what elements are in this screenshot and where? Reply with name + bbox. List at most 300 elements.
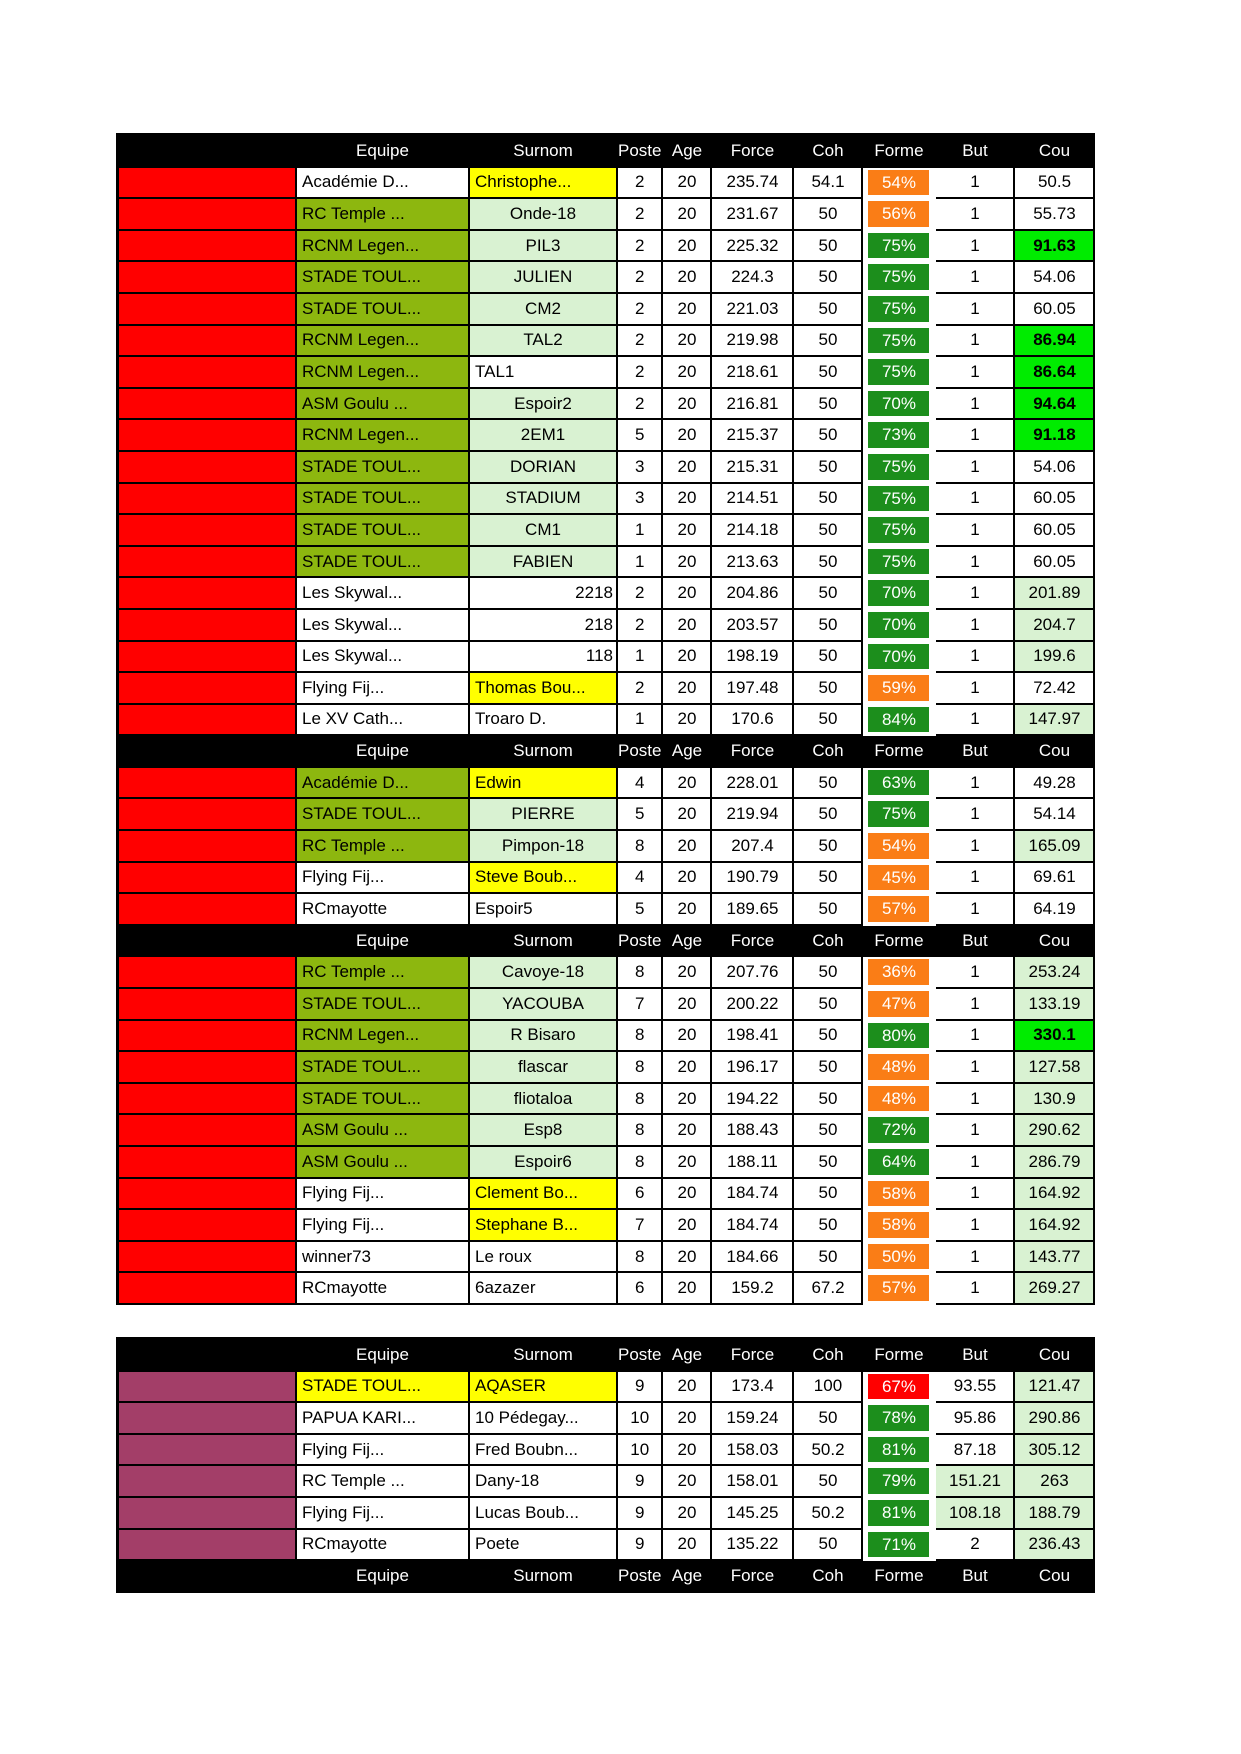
cell-poste[interactable]: 3: [618, 484, 663, 516]
cell-forme[interactable]: [863, 831, 936, 863]
cell-but[interactable]: 1: [936, 831, 1015, 863]
cell-coh[interactable]: 50: [794, 1210, 863, 1242]
cell-forme[interactable]: [863, 578, 936, 610]
cell-poste[interactable]: 1: [618, 642, 663, 674]
cell-force[interactable]: 218.61: [712, 357, 794, 389]
cell-forme[interactable]: [863, 1021, 936, 1053]
row-color-cell[interactable]: [119, 831, 297, 863]
cell-forme[interactable]: [863, 547, 936, 579]
cell-coh[interactable]: 50: [794, 484, 863, 516]
cell-forme[interactable]: [863, 168, 936, 200]
cell-coh[interactable]: 100: [794, 1372, 863, 1404]
cell-coh[interactable]: 50: [794, 1147, 863, 1179]
cell-force[interactable]: 184.66: [712, 1242, 794, 1274]
cell-surnom[interactable]: Thomas Bou...: [470, 673, 618, 705]
cell-forme[interactable]: [863, 1435, 936, 1467]
cell-coh[interactable]: 50: [794, 1530, 863, 1562]
cell-coh[interactable]: 50: [794, 957, 863, 989]
row-color-cell[interactable]: [119, 1242, 297, 1274]
cell-coh[interactable]: 50: [794, 1021, 863, 1053]
cell-cou[interactable]: 91.63: [1015, 231, 1095, 263]
cell-but[interactable]: 1: [936, 326, 1015, 358]
cell-age[interactable]: 20: [663, 389, 712, 421]
cell-surnom[interactable]: FABIEN: [470, 547, 618, 579]
cell-poste[interactable]: 2: [618, 389, 663, 421]
row-color-cell[interactable]: [119, 1435, 297, 1467]
cell-age[interactable]: 20: [663, 610, 712, 642]
cell-force[interactable]: 213.63: [712, 547, 794, 579]
cell-equipe[interactable]: ASM Goulu ...: [297, 1147, 470, 1179]
cell-forme[interactable]: [863, 1273, 936, 1305]
cell-poste[interactable]: 2: [618, 578, 663, 610]
cell-age[interactable]: 20: [663, 420, 712, 452]
cell-age[interactable]: 20: [663, 894, 712, 926]
cell-but[interactable]: 1: [936, 484, 1015, 516]
cell-but[interactable]: 2: [936, 1530, 1015, 1562]
cell-age[interactable]: 20: [663, 294, 712, 326]
cell-equipe[interactable]: winner73: [297, 1242, 470, 1274]
row-color-cell[interactable]: [119, 1273, 297, 1305]
cell-surnom[interactable]: Steve Boub...: [470, 863, 618, 895]
cell-force[interactable]: 170.6: [712, 705, 794, 737]
cell-poste[interactable]: 1: [618, 515, 663, 547]
cell-force[interactable]: 159.2: [712, 1273, 794, 1305]
cell-but[interactable]: 1: [936, 989, 1015, 1021]
cell-poste[interactable]: 6: [618, 1179, 663, 1211]
cell-cou[interactable]: 94.64: [1015, 389, 1095, 421]
cell-force[interactable]: 196.17: [712, 1052, 794, 1084]
cell-cou[interactable]: 127.58: [1015, 1052, 1095, 1084]
cell-coh[interactable]: 50: [794, 294, 863, 326]
cell-force[interactable]: 203.57: [712, 610, 794, 642]
cell-cou[interactable]: 55.73: [1015, 199, 1095, 231]
cell-poste[interactable]: 10: [618, 1435, 663, 1467]
cell-force[interactable]: 216.81: [712, 389, 794, 421]
cell-forme[interactable]: [863, 1466, 936, 1498]
cell-but[interactable]: 1: [936, 642, 1015, 674]
cell-cou[interactable]: 164.92: [1015, 1210, 1095, 1242]
cell-equipe[interactable]: RCmayotte: [297, 1273, 470, 1305]
cell-force[interactable]: 200.22: [712, 989, 794, 1021]
cell-coh[interactable]: 50: [794, 1403, 863, 1435]
cell-surnom[interactable]: Onde-18: [470, 199, 618, 231]
cell-forme[interactable]: [863, 326, 936, 358]
cell-age[interactable]: 20: [663, 484, 712, 516]
cell-equipe[interactable]: RC Temple ...: [297, 1466, 470, 1498]
cell-surnom[interactable]: 2218: [470, 578, 618, 610]
cell-cou[interactable]: 49.28: [1015, 768, 1095, 800]
cell-but[interactable]: 1: [936, 799, 1015, 831]
cell-age[interactable]: 20: [663, 989, 712, 1021]
cell-equipe[interactable]: RCmayotte: [297, 894, 470, 926]
cell-age[interactable]: 20: [663, 1466, 712, 1498]
cell-forme[interactable]: [863, 515, 936, 547]
cell-surnom[interactable]: Clement Bo...: [470, 1179, 618, 1211]
cell-cou[interactable]: 164.92: [1015, 1179, 1095, 1211]
cell-poste[interactable]: 2: [618, 294, 663, 326]
cell-cou[interactable]: 199.6: [1015, 642, 1095, 674]
cell-cou[interactable]: 263: [1015, 1466, 1095, 1498]
cell-poste[interactable]: 5: [618, 799, 663, 831]
cell-but[interactable]: 93.55: [936, 1372, 1015, 1404]
row-color-cell[interactable]: [119, 326, 297, 358]
cell-force[interactable]: 219.98: [712, 326, 794, 358]
cell-coh[interactable]: 50: [794, 452, 863, 484]
cell-forme[interactable]: [863, 1372, 936, 1404]
cell-surnom[interactable]: PIERRE: [470, 799, 618, 831]
cell-age[interactable]: 20: [663, 357, 712, 389]
cell-cou[interactable]: 54.14: [1015, 799, 1095, 831]
cell-cou[interactable]: 290.86: [1015, 1403, 1095, 1435]
row-color-cell[interactable]: [119, 294, 297, 326]
row-color-cell[interactable]: [119, 799, 297, 831]
cell-age[interactable]: 20: [663, 452, 712, 484]
cell-forme[interactable]: [863, 294, 936, 326]
cell-force[interactable]: 188.43: [712, 1115, 794, 1147]
cell-poste[interactable]: 2: [618, 231, 663, 263]
cell-surnom[interactable]: fliotaloa: [470, 1084, 618, 1116]
row-color-cell[interactable]: [119, 768, 297, 800]
cell-forme[interactable]: [863, 610, 936, 642]
cell-poste[interactable]: 9: [618, 1466, 663, 1498]
cell-poste[interactable]: 2: [618, 168, 663, 200]
row-color-cell[interactable]: [119, 1403, 297, 1435]
cell-surnom[interactable]: Espoir5: [470, 894, 618, 926]
cell-surnom[interactable]: DORIAN: [470, 452, 618, 484]
cell-but[interactable]: 1: [936, 705, 1015, 737]
cell-but[interactable]: 1: [936, 357, 1015, 389]
cell-age[interactable]: 20: [663, 642, 712, 674]
cell-equipe[interactable]: Les Skywal...: [297, 610, 470, 642]
cell-surnom[interactable]: CM1: [470, 515, 618, 547]
cell-equipe[interactable]: STADE TOUL...: [297, 294, 470, 326]
cell-cou[interactable]: 60.05: [1015, 547, 1095, 579]
cell-coh[interactable]: 50: [794, 768, 863, 800]
cell-coh[interactable]: 50: [794, 705, 863, 737]
cell-age[interactable]: 20: [663, 1210, 712, 1242]
cell-force[interactable]: 225.32: [712, 231, 794, 263]
cell-age[interactable]: 20: [663, 199, 712, 231]
cell-cou[interactable]: 290.62: [1015, 1115, 1095, 1147]
cell-age[interactable]: 20: [663, 547, 712, 579]
cell-surnom[interactable]: Poete: [470, 1530, 618, 1562]
cell-poste[interactable]: 8: [618, 957, 663, 989]
cell-coh[interactable]: 50: [794, 1084, 863, 1116]
cell-age[interactable]: 20: [663, 262, 712, 294]
cell-cou[interactable]: 305.12: [1015, 1435, 1095, 1467]
cell-coh[interactable]: 50: [794, 1052, 863, 1084]
cell-coh[interactable]: 50: [794, 1466, 863, 1498]
row-color-cell[interactable]: [119, 989, 297, 1021]
cell-surnom[interactable]: 2EM1: [470, 420, 618, 452]
cell-force[interactable]: 194.22: [712, 1084, 794, 1116]
row-color-cell[interactable]: [119, 452, 297, 484]
cell-equipe[interactable]: RC Temple ...: [297, 199, 470, 231]
cell-forme[interactable]: [863, 452, 936, 484]
cell-surnom[interactable]: Troaro D.: [470, 705, 618, 737]
cell-force[interactable]: 145.25: [712, 1498, 794, 1530]
cell-equipe[interactable]: Flying Fij...: [297, 1435, 470, 1467]
cell-surnom[interactable]: R Bisaro: [470, 1021, 618, 1053]
cell-cou[interactable]: 143.77: [1015, 1242, 1095, 1274]
cell-but[interactable]: 1: [936, 1179, 1015, 1211]
cell-age[interactable]: 20: [663, 705, 712, 737]
cell-surnom[interactable]: Cavoye-18: [470, 957, 618, 989]
cell-coh[interactable]: 67.2: [794, 1273, 863, 1305]
row-color-cell[interactable]: [119, 1372, 297, 1404]
cell-cou[interactable]: 60.05: [1015, 294, 1095, 326]
cell-cou[interactable]: 201.89: [1015, 578, 1095, 610]
cell-age[interactable]: 20: [663, 231, 712, 263]
cell-coh[interactable]: 50: [794, 262, 863, 294]
cell-force[interactable]: 221.03: [712, 294, 794, 326]
cell-but[interactable]: 1: [936, 389, 1015, 421]
cell-equipe[interactable]: RCNM Legen...: [297, 357, 470, 389]
cell-equipe[interactable]: ASM Goulu ...: [297, 389, 470, 421]
row-color-cell[interactable]: [119, 484, 297, 516]
cell-coh[interactable]: 50: [794, 1179, 863, 1211]
cell-force[interactable]: 184.74: [712, 1179, 794, 1211]
cell-age[interactable]: 20: [663, 515, 712, 547]
cell-cou[interactable]: 147.97: [1015, 705, 1095, 737]
cell-force[interactable]: 215.31: [712, 452, 794, 484]
cell-forme[interactable]: [863, 389, 936, 421]
cell-force[interactable]: 173.4: [712, 1372, 794, 1404]
cell-poste[interactable]: 9: [618, 1372, 663, 1404]
cell-cou[interactable]: 236.43: [1015, 1530, 1095, 1562]
cell-equipe[interactable]: STADE TOUL...: [297, 452, 470, 484]
cell-surnom[interactable]: Fred Boubn...: [470, 1435, 618, 1467]
cell-equipe[interactable]: PAPUA KARI...: [297, 1403, 470, 1435]
cell-age[interactable]: 20: [663, 1021, 712, 1053]
cell-forme[interactable]: [863, 420, 936, 452]
cell-equipe[interactable]: Flying Fij...: [297, 1498, 470, 1530]
cell-forme[interactable]: [863, 642, 936, 674]
cell-force[interactable]: 159.24: [712, 1403, 794, 1435]
cell-force[interactable]: 189.65: [712, 894, 794, 926]
cell-coh[interactable]: 50.2: [794, 1498, 863, 1530]
cell-equipe[interactable]: RC Temple ...: [297, 957, 470, 989]
cell-equipe[interactable]: Flying Fij...: [297, 1210, 470, 1242]
cell-but[interactable]: 87.18: [936, 1435, 1015, 1467]
cell-but[interactable]: 1: [936, 547, 1015, 579]
cell-cou[interactable]: 69.61: [1015, 863, 1095, 895]
cell-age[interactable]: 20: [663, 1403, 712, 1435]
cell-forme[interactable]: [863, 1084, 936, 1116]
cell-age[interactable]: 20: [663, 1052, 712, 1084]
cell-coh[interactable]: 50: [794, 420, 863, 452]
cell-equipe[interactable]: RCNM Legen...: [297, 1021, 470, 1053]
cell-but[interactable]: 1: [936, 1052, 1015, 1084]
cell-age[interactable]: 20: [663, 1530, 712, 1562]
cell-equipe[interactable]: Les Skywal...: [297, 642, 470, 674]
cell-forme[interactable]: [863, 357, 936, 389]
cell-but[interactable]: 1: [936, 1210, 1015, 1242]
cell-surnom[interactable]: STADIUM: [470, 484, 618, 516]
cell-cou[interactable]: 54.06: [1015, 452, 1095, 484]
row-color-cell[interactable]: [119, 262, 297, 294]
cell-poste[interactable]: 7: [618, 1210, 663, 1242]
cell-poste[interactable]: 10: [618, 1403, 663, 1435]
cell-cou[interactable]: 204.7: [1015, 610, 1095, 642]
cell-poste[interactable]: 1: [618, 547, 663, 579]
cell-cou[interactable]: 253.24: [1015, 957, 1095, 989]
cell-force[interactable]: 207.4: [712, 831, 794, 863]
cell-age[interactable]: 20: [663, 1115, 712, 1147]
cell-force[interactable]: 235.74: [712, 168, 794, 200]
cell-coh[interactable]: 50: [794, 1242, 863, 1274]
cell-poste[interactable]: 2: [618, 199, 663, 231]
row-color-cell[interactable]: [119, 610, 297, 642]
cell-age[interactable]: 20: [663, 1242, 712, 1274]
cell-coh[interactable]: 50: [794, 894, 863, 926]
cell-forme[interactable]: [863, 1498, 936, 1530]
cell-but[interactable]: 1: [936, 1084, 1015, 1116]
cell-poste[interactable]: 6: [618, 1273, 663, 1305]
cell-equipe[interactable]: RCNM Legen...: [297, 420, 470, 452]
cell-cou[interactable]: 188.79: [1015, 1498, 1095, 1530]
cell-forme[interactable]: [863, 863, 936, 895]
cell-equipe[interactable]: ASM Goulu ...: [297, 1115, 470, 1147]
cell-but[interactable]: 1: [936, 768, 1015, 800]
cell-equipe[interactable]: STADE TOUL...: [297, 262, 470, 294]
cell-equipe[interactable]: RCmayotte: [297, 1530, 470, 1562]
cell-poste[interactable]: 2: [618, 262, 663, 294]
cell-surnom[interactable]: 118: [470, 642, 618, 674]
cell-but[interactable]: 1: [936, 168, 1015, 200]
cell-cou[interactable]: 72.42: [1015, 673, 1095, 705]
cell-equipe[interactable]: Flying Fij...: [297, 673, 470, 705]
cell-coh[interactable]: 50.2: [794, 1435, 863, 1467]
cell-surnom[interactable]: flascar: [470, 1052, 618, 1084]
cell-but[interactable]: 1: [936, 1115, 1015, 1147]
cell-but[interactable]: 1: [936, 199, 1015, 231]
cell-poste[interactable]: 1: [618, 705, 663, 737]
cell-surnom[interactable]: Lucas Boub...: [470, 1498, 618, 1530]
cell-but[interactable]: 151.21: [936, 1466, 1015, 1498]
cell-equipe[interactable]: RCNM Legen...: [297, 326, 470, 358]
cell-but[interactable]: 1: [936, 894, 1015, 926]
cell-forme[interactable]: [863, 1530, 936, 1562]
cell-forme[interactable]: [863, 1147, 936, 1179]
cell-force[interactable]: 188.11: [712, 1147, 794, 1179]
cell-force[interactable]: 224.3: [712, 262, 794, 294]
cell-forme[interactable]: [863, 1052, 936, 1084]
cell-age[interactable]: 20: [663, 578, 712, 610]
row-color-cell[interactable]: [119, 673, 297, 705]
row-color-cell[interactable]: [119, 199, 297, 231]
cell-equipe[interactable]: STADE TOUL...: [297, 1052, 470, 1084]
cell-forme[interactable]: [863, 231, 936, 263]
cell-age[interactable]: 20: [663, 1372, 712, 1404]
cell-poste[interactable]: 8: [618, 1084, 663, 1116]
cell-forme[interactable]: [863, 768, 936, 800]
cell-but[interactable]: 1: [936, 578, 1015, 610]
cell-forme[interactable]: [863, 484, 936, 516]
cell-poste[interactable]: 8: [618, 831, 663, 863]
cell-force[interactable]: 158.03: [712, 1435, 794, 1467]
row-color-cell[interactable]: [119, 1498, 297, 1530]
cell-but[interactable]: 1: [936, 294, 1015, 326]
cell-forme[interactable]: [863, 1179, 936, 1211]
cell-surnom[interactable]: Edwin: [470, 768, 618, 800]
cell-age[interactable]: 20: [663, 1498, 712, 1530]
cell-age[interactable]: 20: [663, 326, 712, 358]
cell-cou[interactable]: 64.19: [1015, 894, 1095, 926]
cell-poste[interactable]: 9: [618, 1530, 663, 1562]
cell-force[interactable]: 204.86: [712, 578, 794, 610]
row-color-cell[interactable]: [119, 1052, 297, 1084]
cell-poste[interactable]: 8: [618, 1115, 663, 1147]
cell-coh[interactable]: 50: [794, 231, 863, 263]
row-color-cell[interactable]: [119, 1084, 297, 1116]
cell-coh[interactable]: 50: [794, 515, 863, 547]
cell-cou[interactable]: 54.06: [1015, 262, 1095, 294]
cell-surnom[interactable]: CM2: [470, 294, 618, 326]
row-color-cell[interactable]: [119, 642, 297, 674]
cell-but[interactable]: 1: [936, 420, 1015, 452]
cell-surnom[interactable]: YACOUBA: [470, 989, 618, 1021]
cell-cou[interactable]: 121.47: [1015, 1372, 1095, 1404]
cell-age[interactable]: 20: [663, 1435, 712, 1467]
cell-cou[interactable]: 269.27: [1015, 1273, 1095, 1305]
cell-cou[interactable]: 165.09: [1015, 831, 1095, 863]
cell-equipe[interactable]: Les Skywal...: [297, 578, 470, 610]
cell-poste[interactable]: 2: [618, 610, 663, 642]
cell-forme[interactable]: [863, 262, 936, 294]
cell-force[interactable]: 228.01: [712, 768, 794, 800]
cell-but[interactable]: 1: [936, 1242, 1015, 1274]
cell-cou[interactable]: 130.9: [1015, 1084, 1095, 1116]
cell-surnom[interactable]: JULIEN: [470, 262, 618, 294]
cell-surnom[interactable]: Pimpon-18: [470, 831, 618, 863]
cell-coh[interactable]: 50: [794, 610, 863, 642]
cell-age[interactable]: 20: [663, 863, 712, 895]
cell-force[interactable]: 198.19: [712, 642, 794, 674]
cell-cou[interactable]: 50.5: [1015, 168, 1095, 200]
row-color-cell[interactable]: [119, 420, 297, 452]
cell-coh[interactable]: 50: [794, 673, 863, 705]
row-color-cell[interactable]: [119, 357, 297, 389]
cell-forme[interactable]: [863, 1403, 936, 1435]
cell-poste[interactable]: 2: [618, 326, 663, 358]
cell-equipe[interactable]: Le XV Cath...: [297, 705, 470, 737]
cell-equipe[interactable]: STADE TOUL...: [297, 989, 470, 1021]
cell-coh[interactable]: 54.1: [794, 168, 863, 200]
cell-forme[interactable]: [863, 957, 936, 989]
cell-but[interactable]: 1: [936, 673, 1015, 705]
row-color-cell[interactable]: [119, 1179, 297, 1211]
cell-force[interactable]: 135.22: [712, 1530, 794, 1562]
cell-equipe[interactable]: STADE TOUL...: [297, 484, 470, 516]
cell-age[interactable]: 20: [663, 168, 712, 200]
cell-but[interactable]: 1: [936, 515, 1015, 547]
cell-but[interactable]: 1: [936, 231, 1015, 263]
cell-poste[interactable]: 3: [618, 452, 663, 484]
row-color-cell[interactable]: [119, 168, 297, 200]
cell-surnom[interactable]: 10 Pédegay...: [470, 1403, 618, 1435]
cell-but[interactable]: 1: [936, 957, 1015, 989]
row-color-cell[interactable]: [119, 515, 297, 547]
cell-cou[interactable]: 86.94: [1015, 326, 1095, 358]
cell-forme[interactable]: [863, 199, 936, 231]
cell-poste[interactable]: 4: [618, 768, 663, 800]
cell-coh[interactable]: 50: [794, 578, 863, 610]
cell-force[interactable]: 198.41: [712, 1021, 794, 1053]
cell-surnom[interactable]: Espoir6: [470, 1147, 618, 1179]
cell-forme[interactable]: [863, 1242, 936, 1274]
cell-but[interactable]: 1: [936, 452, 1015, 484]
